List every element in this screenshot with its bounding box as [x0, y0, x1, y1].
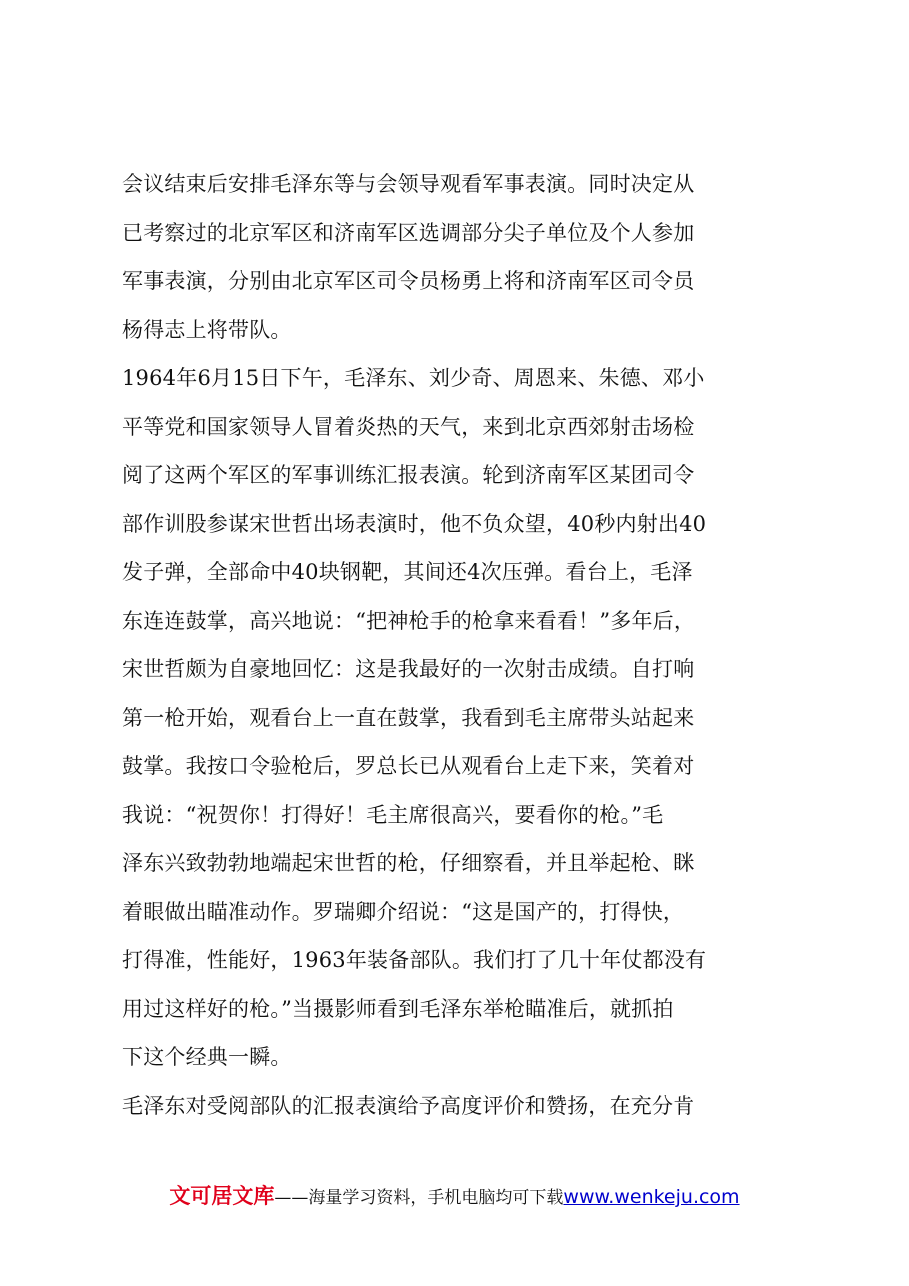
- text-line: 打得准，性能好，1963年装备部队。我们打了几十年仗都没有: [122, 948, 707, 972]
- footer: [0, 1180, 909, 1210]
- text-line: 着眼做出瞄准动作。罗瑞卿介绍说：“这是国产的，打得快，: [122, 899, 685, 924]
- text-line: 泽东兴致勃勃地端起宋世哲的枪，仔细察看，并且举起枪、眯: [122, 851, 695, 875]
- text-line: 鼓掌。我按口令验枪后，罗总长已从观看台上走下来，笑着对: [122, 754, 695, 778]
- text-line: 宋世哲颇为自豪地回忆：这是我最好的一次射击成绩。自打响: [122, 657, 695, 681]
- text-line: 我说：“祝贺你！打得好！毛主席很高兴，要看你的枪。”毛: [122, 802, 664, 827]
- text-line: 毛泽东对受阅部队的汇报表演给予高度评价和赞扬，在充分肯: [122, 1093, 695, 1118]
- text-line: 平等党和国家领导人冒着炎热的天气，来到北京西郊射击场检: [122, 414, 695, 439]
- text-line: 会议结束后安排毛泽东等与会领导观看军事表演。同时决定从: [122, 172, 695, 196]
- text-line: 杨得志上将带队。: [122, 317, 292, 342]
- document-body: [122, 160, 802, 1130]
- footer-tagline: ——海量学习资料，手机电脑均可下载: [274, 1188, 564, 1208]
- footer-website-link[interactable]: www.wenkeju.com: [563, 1186, 740, 1208]
- text-line: 已考察过的北京军区和济南军区选调部分尖子单位及个人参加: [122, 220, 695, 245]
- footer-brand: 文可居文库: [169, 1184, 275, 1208]
- text-line: 第一枪开始，观看台上一直在鼓掌，我看到毛主席带头站起来: [122, 705, 695, 730]
- text-line: 部作训股参谋宋世哲出场表演时，他不负众望，40秒内射出40: [122, 511, 707, 536]
- text-line: 下这个经典一瞬。: [122, 1045, 292, 1069]
- text-line: 东连连鼓掌，高兴地说：“把神枪手的枪拿来看看！”多年后，: [122, 608, 696, 633]
- text-line: 发子弹，全部命中40块钢靶，其间还4次压弹。看台上，毛泽: [122, 560, 693, 584]
- text-line: 军事表演，分别由北京军区司令员杨勇上将和济南军区司令员: [122, 269, 695, 293]
- text-line: 阅了这两个军区的军事训练汇报表演。轮到济南军区某团司令: [122, 463, 695, 487]
- text-line: 1964年6月15日下午，毛泽东、刘少奇、周恩来、朱德、邓小: [122, 366, 705, 390]
- text-line: 用过这样好的枪。”当摄影师看到毛泽东举枪瞄准后，就抓拍: [122, 996, 674, 1021]
